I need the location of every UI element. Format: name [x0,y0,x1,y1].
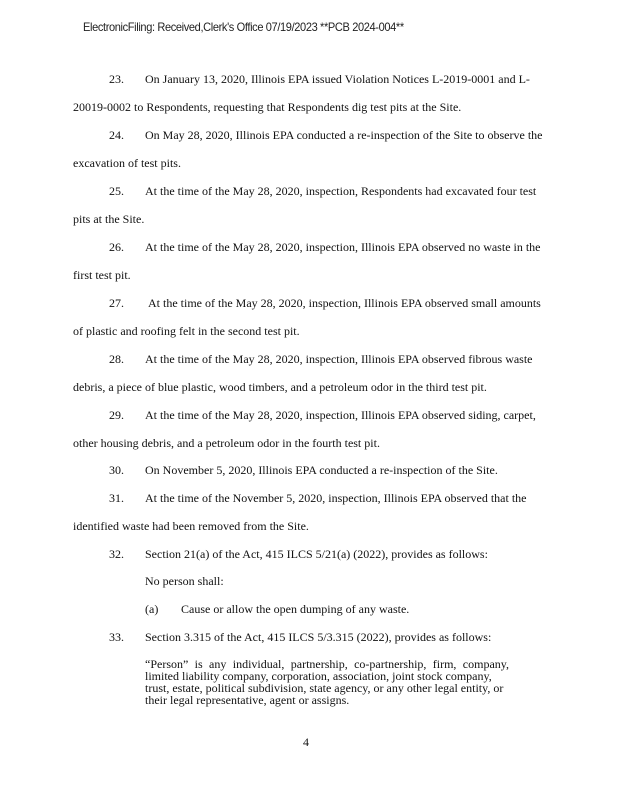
paragraph-line: On January 13, 2020, Illinois EPA issued Violation Notices L-2019-0001 and L- [145,72,530,86]
paragraph-number: 28. [109,352,124,366]
quote-item-label: (a) [145,602,159,616]
paragraph-line: Section 21(a) of the Act, 415 ILCS 5/21(a) (2022), provides as follows: [145,547,488,561]
paragraph-number: 31. [109,491,124,505]
paragraph-number: 33. [109,630,124,644]
quote-intro: No person shall: [145,574,224,588]
filing-header: ElectronicFiling: Received,Clerk's Office 07/19/2023 **PCB 2024-004** [83,20,404,34]
paragraph-line: Section 3.315 of the Act, 415 ILCS 5/3.315 (2022), provides as follows: [145,630,492,644]
quote-line: “Person” is any individual, partnership, co-partnership, firm, company, [145,657,509,671]
paragraph-line: On May 28, 2020, Illinois EPA conducted a re-inspection of the Site to observe the [145,128,543,142]
paragraph-number: 23. [109,72,124,86]
paragraph-line: other housing debris, and a petroleum odor in the fourth test pit. [73,436,380,450]
paragraph-line: first test pit. [73,268,131,282]
paragraph-line: At the time of the May 28, 2020, inspection, Illinois EPA observed no waste in the [145,240,541,254]
paragraph-number: 32. [109,547,124,561]
block-quote-person-definition [145,658,509,706]
quote-item-text: Cause or allow the open dumping of any waste. [181,602,410,616]
paragraph-number: 29. [109,408,124,422]
paragraph-line: At the time of the May 28, 2020, inspection, Illinois EPA observed small amounts [148,296,541,310]
paragraph-line: excavation of test pits. [73,156,181,170]
quote-line: limited liability company, corporation, association, joint stock company, [145,669,492,683]
paragraph-number: 24. [109,128,124,142]
paragraph-line: At the time of the May 28, 2020, inspection, Illinois EPA observed siding, carpet, [145,408,536,422]
page-number: 4 [303,735,309,749]
paragraph-number: 27. [109,296,124,310]
paragraph-line: debris, a piece of blue plastic, wood timbers, and a petroleum odor in the third test pit. [73,380,487,394]
paragraph-line: 20019-0002 to Respondents, requesting that Respondents dig test pits at the Site. [73,100,462,114]
quote-line: their legal representative, agent or assigns. [145,693,350,707]
quote-line: trust, estate, political subdivision, state agency, or any other legal entity, or [145,681,504,695]
paragraph-number: 26. [109,240,124,254]
paragraph-line: At the time of the November 5, 2020, inspection, Illinois EPA observed that the [145,491,527,505]
paragraph-line: of plastic and roofing felt in the second test pit. [73,324,300,338]
paragraph-number: 30. [109,463,124,477]
paragraph-line: identified waste had been removed from the Site. [73,519,309,533]
paragraph-line: pits at the Site. [73,212,145,226]
paragraph-line: At the time of the May 28, 2020, inspection, Illinois EPA observed fibrous waste [145,352,533,366]
paragraph-number: 25. [109,184,124,198]
paragraph-line: At the time of the May 28, 2020, inspection, Respondents had excavated four test [145,184,537,198]
paragraph-line: On November 5, 2020, Illinois EPA conducted a re-inspection of the Site. [145,463,498,477]
